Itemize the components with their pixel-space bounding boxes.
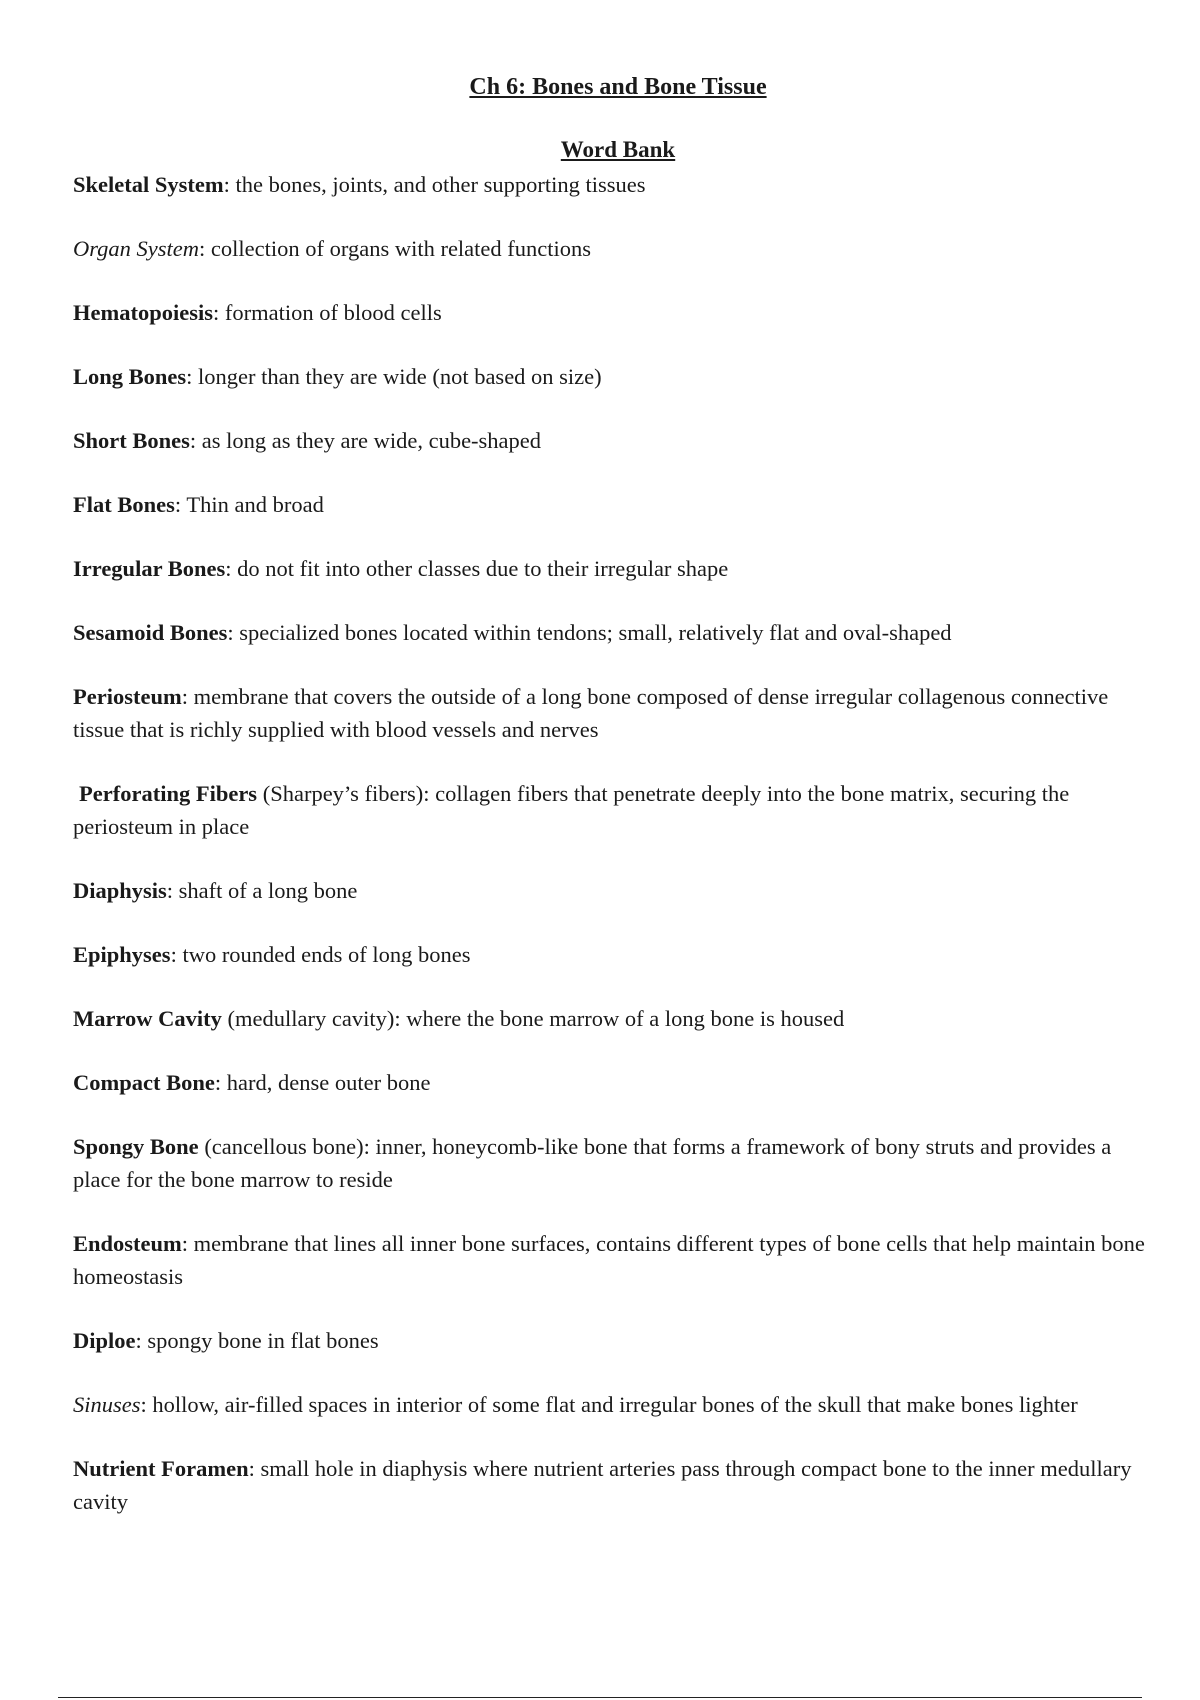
word-bank-entry [73,1388,1153,1421]
word-bank-entry [73,424,1153,457]
entry-definition: : membrane that covers the outside of a long bone composed of dense irregular collagenous connective tissue that is richly supplied with blood vessels and nerves [73,684,1109,742]
entry-definition: : two rounded ends of long bones [170,942,471,967]
word-bank-entry [73,296,1153,329]
word-bank-entry [73,360,1153,393]
entry-definition: : hard, dense outer bone [214,1070,431,1095]
entry-term: Diploe [73,1328,136,1353]
word-bank-entry [73,1066,1153,1099]
word-bank-entry [73,938,1153,971]
entry-term: Sesamoid Bones [73,620,228,645]
word-bank-entry [73,552,1153,585]
entry-term: Hematopoiesis [73,300,213,325]
word-bank-entry [73,1324,1153,1357]
entry-term: Flat Bones [73,492,175,517]
word-bank-heading: Word Bank [560,137,676,162]
word-bank-entry [73,616,1153,649]
entry-term: Compact Bone [73,1070,215,1095]
page-bottom-rule [58,1697,1142,1698]
word-bank-entry [73,1452,1153,1518]
entry-definition: : membrane that lines all inner bone surfaces, contains different types of bone cells that help maintain bone homeostasis [73,1231,1145,1289]
word-bank-entry [73,777,1153,843]
entry-term: Short Bones [73,428,190,453]
entry-term: Organ System [73,236,200,261]
entry-term: Nutrient Foramen [73,1456,249,1481]
entry-definition: : specialized bones located within tendons; small, relatively flat and oval-shaped [227,620,952,645]
entry-term: Marrow Cavity [73,1006,222,1031]
entry-definition: : small hole in diaphysis where nutrient arteries pass through compact bone to the inner medullary cavity [73,1456,1132,1514]
entry-term: Skeletal System [73,172,224,197]
word-bank-entry [73,680,1153,746]
word-bank-entry [73,1130,1153,1196]
entry-term: Sinuses [73,1392,141,1417]
entry-definition: : spongy bone in flat bones [135,1328,379,1353]
entry-term: Endosteum [73,1231,182,1256]
entry-definition: : shaft of a long bone [166,878,358,903]
word-bank-entry [73,1002,1153,1035]
entry-term: Spongy Bone [73,1134,199,1159]
entry-term: Long Bones [73,364,187,389]
entry-definition: (cancellous bone): inner, honeycomb-like bone that forms a framework of bony struts and provides a place for the bone marrow to reside [73,1134,1112,1192]
word-bank-entry [73,168,1153,201]
entry-definition: : do not fit into other classes due to their irregular shape [225,556,729,581]
entry-term: Periosteum [73,684,182,709]
word-bank-entry [73,232,1153,265]
entry-term: Perforating Fibers [79,781,258,806]
entry-definition: : Thin and broad [174,492,324,517]
word-bank-entry [73,1227,1153,1293]
entry-definition: (medullary cavity): where the bone marrow of a long bone is housed [221,1006,845,1031]
entry-term: Epiphyses [73,942,171,967]
entry-term: Diaphysis [73,878,167,903]
page-title: Ch 6: Bones and Bone Tissue [469,74,767,100]
entry-definition: : longer than they are wide (not based on size) [186,364,602,389]
word-bank-list [73,168,1153,1549]
entry-definition: : hollow, air-filled spaces in interior of some flat and irregular bones of the skull that make bones lighter [140,1392,1078,1417]
word-bank-entry [73,874,1153,907]
entry-definition: (Sharpey’s fibers): collagen fibers that penetrate deeply into the bone matrix, securing the periosteum in place [73,781,1070,839]
entry-term: Irregular Bones [73,556,226,581]
entry-definition: : collection of organs with related functions [199,236,592,261]
entry-definition: : the bones, joints, and other supporting tissues [223,172,646,197]
entry-definition: : formation of blood cells [213,300,442,325]
entry-definition: : as long as they are wide, cube-shaped [189,428,542,453]
word-bank-entry [73,488,1153,521]
